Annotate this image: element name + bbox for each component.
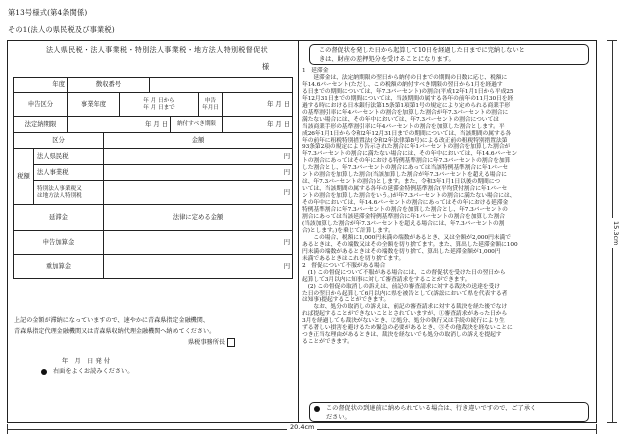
business-year-from: 年 月 日から: [143, 97, 175, 104]
explanation-line: した割合とし、年7.3パーセントの割合にあっては当該特例基準割合に年1パーセ: [302, 165, 509, 172]
explanation-line: なお、処分の取消しの訴えは、前記の審査請求に対する裁決を経た後でなけ: [302, 304, 508, 311]
warning-box: [309, 44, 589, 65]
table-row: [14, 205, 293, 231]
explanation-line: 当該商業手形の基準割引率に年4パーセントの割合を加算した割合とします。平: [302, 123, 505, 130]
height-dimension: [599, 40, 627, 423]
bullet-icon: [41, 369, 47, 375]
submission-date: 年 月 日: [223, 93, 293, 117]
explanation-line: 3月を経過しても裁決がないとき、②処分、処分の執行又は手続の続行により生: [302, 318, 505, 325]
paid-date-value: 年 月 日: [223, 117, 293, 133]
explanation-line: 年の前年に租税特別措置法(令和2年法律第8号)による改正前の租税特別措置法第: [302, 137, 508, 144]
submission-label-2: 年月日: [202, 104, 219, 111]
explanation-line: 過する時における日本銀行法第15条第1項第1号の規定により定められる商業手形: [302, 102, 511, 109]
office-line: [188, 337, 235, 347]
explanation-line: 特例基準割合に年7.3パーセントの割合を加算した割合とし、年7.3パーセントの: [302, 207, 508, 214]
explanation-line: あるときは、その端数又はその全額を切り捨てます。また、算出した延滞金額に100: [302, 241, 518, 248]
row-additional-tax: 申告加算金: [14, 231, 104, 255]
submission-label: [199, 93, 223, 117]
explanation-line: ることができます。: [302, 339, 353, 346]
tax-table: [13, 77, 293, 279]
due-date-label: 法定納期限: [14, 117, 68, 133]
table-row: [14, 149, 293, 165]
table-row: [14, 133, 293, 149]
row-special-tax: [34, 181, 104, 205]
explanation-line: 割合にあっては当該延滞金特例基準割合に年1パーセントの割合を加算した割合: [302, 214, 505, 221]
declaration-type-label: 申告区分: [14, 93, 68, 117]
explanation-line: 年14.6パーセント(ただし、この税額の納付すべき期限の翌日から1月を経過す: [302, 81, 503, 88]
explanation-line: 満たない場合には、その年中においては、年7.3パーセントの割合については: [302, 116, 499, 123]
table-row: [14, 181, 293, 205]
payment-instruction: [14, 316, 296, 337]
tax-amount-label: 税額: [14, 149, 34, 205]
height-label: 15.3cm: [606, 218, 620, 248]
row-prefectural-tax: 法人県民税: [34, 149, 104, 165]
explanation-line: (1) この督促について不服がある場合には、この督促状を受けた日の翌日から: [302, 269, 506, 276]
table-row: [14, 255, 293, 279]
tax-no-value: [150, 78, 293, 93]
bullet-icon: [314, 406, 320, 412]
form-number: 第13号様式(第4条関係): [8, 8, 88, 17]
explanation-line: その年中においては、年14.6パーセントの割合にあってはその年における延滞金: [302, 200, 509, 207]
table-row: [14, 93, 293, 117]
explanation-line: トの割合にあってはその年における特例基準割合に年7.3パーセントの割合を加算: [302, 158, 511, 165]
yen-unit: 円: [104, 165, 293, 181]
bottom-notice-box: [309, 402, 589, 422]
read-back-note: [41, 366, 133, 375]
explanation-line: 未満であるときはこれを切り捨てます。: [302, 255, 405, 262]
row-delinquent-tax: 延滞金: [14, 205, 104, 231]
explanation-line: 成26年1月1日から令和2年12月31日までの期間については、当該期間の属する各: [302, 130, 512, 137]
amount-header: 金額: [104, 133, 293, 149]
bottom-notice-line1-text: この督促状の到達前に納められている場合は、行き違いですので、ご了承く: [326, 405, 537, 412]
category-header: 区分: [14, 133, 104, 149]
yen-unit: 円: [104, 255, 293, 279]
explanation-line: ントの割合を加算した割合(当該加算した割合が年7.3パーセントを超える場合に: [302, 172, 507, 179]
seal-box-icon: [227, 338, 235, 347]
width-label: 20.4cm: [287, 423, 317, 431]
delinquent-value: 法律に定める金額: [104, 205, 293, 231]
table-row: [14, 165, 293, 181]
addressee-suffix: 様: [262, 62, 272, 71]
explanation-line: は知事)提起することができます。: [302, 297, 390, 304]
explanation-line: は、年7.3パーセントの割合)とします。また、令和3年1月1日以後の期間につ: [302, 179, 501, 186]
business-year-label: 事業年度: [68, 93, 120, 117]
year-label: 年度: [14, 78, 68, 93]
width-dimension: [7, 423, 597, 437]
yen-unit: 円: [104, 231, 293, 255]
explanation-line: ントの割合を加算した割合をいう。)が年7.3パーセントの割合に満たない場合には、: [302, 193, 516, 200]
read-back-text: 右面をよくお読みください。: [53, 368, 134, 375]
table-row: [14, 78, 293, 93]
explanation-line: 2 督促について不服がある場合: [302, 262, 386, 269]
explanation-line: ずる著しい損害を避けるため緊急の必要があるとき、③その他裁決を経ないことに: [302, 325, 513, 332]
yen-unit: 円: [104, 181, 293, 205]
row-special-tax-line1: 特別法人事業税又: [37, 185, 82, 192]
form-subtitle: その1(法人の県民税及び事業税): [8, 25, 115, 34]
explanation-line: (当該加算した割合が年7.3パーセントを超える場合には、年7.3パーセントの割: [302, 220, 505, 227]
tax-no-label: 徴収番号: [68, 78, 150, 93]
business-year-range: [120, 93, 199, 117]
table-row: [14, 117, 293, 133]
office-title: 県税事務所長: [188, 339, 226, 346]
explanation-line: 円未満の端数があるときはその端数を切り捨て、算出した延滞金額が1,000円: [302, 248, 501, 255]
explanation-line: る日までの期間については、年7.3パーセント)の割合(平成12年1月1日から平成25: [302, 88, 514, 95]
explanation-line: 合)とします。)を乗じて計算します。: [302, 227, 394, 234]
warning-line2: きは、財産の差押処分を受けることになります。: [319, 56, 455, 63]
explanation-line: 1 延滞金: [302, 68, 329, 74]
explanation-line: の基準割引率に年4パーセントの割合を加算した割合が年7.3パーセントの割合に: [302, 109, 509, 116]
row-enterprise-tax: 法人事業税: [34, 165, 104, 181]
row-heavy-additional-tax: 重加算金: [14, 255, 104, 279]
bottom-notice-line1: [314, 404, 584, 413]
explanation-line: 年7.3パーセントの割合に満たない場合には、その年中においては、年14.6パーセン: [302, 151, 518, 158]
payment-instruction-line2: 青森県指定代理金融機関又は青森県収納代理金融機関へ納めてください。: [14, 327, 216, 335]
payment-instruction-line1: 上記の金額が滞納になっていますので、速やかに青森県指定金融機関、: [14, 317, 209, 324]
explanation-line: 起算して3月以内に知事に対して審査請求をすることができます。: [302, 276, 471, 283]
submission-label-1: 申告: [204, 97, 217, 104]
explanation-line: つき正当な理由があるときは、裁決を経ないでも処分の取消しの訴えを提起す: [302, 332, 502, 339]
explanation-body: [302, 68, 594, 346]
yen-unit: 円: [104, 149, 293, 165]
explanation-line: た日の翌日から起算して6月以内に県を被告として(訴訟において県を代表する者: [302, 290, 508, 297]
center-divider: [298, 40, 299, 423]
explanation-line: 延滞金は、法定納期限の翌日から納付の日までの期間の日数に応じ、税額に: [302, 74, 508, 81]
explanation-line: (2) この督促の取消しの訴えは、前記の審査請求に対する裁決の送達を受け: [302, 283, 500, 290]
explanation-line: 年12月31日までの期間については、当該期間の属する各年の前年の11月30日を経: [302, 95, 514, 102]
paid-date-label: 納付すべき期限: [171, 117, 223, 133]
issue-date: 年 月 日発付: [62, 358, 113, 365]
warning-line1: この督促状を発した日から起算して10日を経過した日までに完納しないと: [319, 47, 525, 54]
business-year-to: 年 月 日まで: [143, 104, 175, 111]
bottom-notice-line2: ださい。: [326, 414, 351, 421]
notice-title: 法人県民税・法人事業税・特別法人事業税・地方法人特別税督促状: [46, 46, 268, 54]
explanation-line: この場合、税額に1,000円未満の端数があるとき、又は全額が2,000円未満で: [302, 234, 511, 241]
table-row: [14, 231, 293, 255]
due-date-value: 年 月 日: [68, 117, 171, 133]
explanation-line: いては、当該期間の属する各年の延滞金特例基準割合(平均貸付割合に年1パーセ: [302, 186, 508, 193]
explanation-line: 93条第2項の規定により告示された割合に年1パーセントの割合を加算した割合が: [302, 144, 511, 151]
explanation-line: れば提起することができないこととされていますが、①審査請求があった日から: [302, 311, 508, 318]
row-special-tax-line2: は地方法人特別税: [37, 192, 82, 199]
